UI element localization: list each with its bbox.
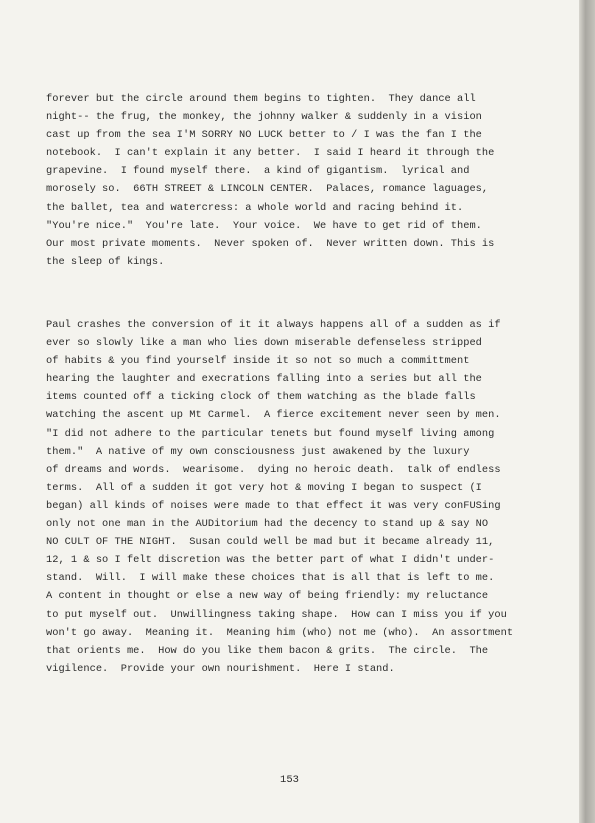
text-line: morosely so. 66TH STREET & LINCOLN CENTER. Palaces, romance laguages,	[46, 183, 489, 196]
paragraph-2	[46, 316, 516, 678]
text-line: "You're nice." You're late. Your voice. We have to get rid of them.	[46, 219, 482, 232]
text-line: night-- the frug, the monkey, the johnny walker & suddenly in a vision	[46, 111, 482, 124]
text-line: of habits & you find yourself inside it so not so much a committment	[46, 355, 470, 368]
text-line: notebook. I can't explain it any better. I said I heard it through the	[46, 147, 495, 160]
text-line: that orients me. How do you like them bacon & grits. The circle. The	[46, 644, 489, 657]
text-line: ever so slowly like a man who lies down miserable defenseless stripped	[46, 337, 482, 350]
text-line: vigilence. Provide your own nourishment. Here I stand.	[46, 662, 395, 675]
text-line: of dreams and words. wearisome. dying no heroic death. talk of endless	[46, 463, 501, 476]
text-line: Paul crashes the conversion of it it always happens all of a sudden as if	[46, 319, 501, 331]
text-line: the ballet, tea and watercress: a whole world and racing behind it.	[46, 201, 464, 214]
page-edge-shadow	[579, 0, 595, 823]
text-line: stand. Will. I will make these choices that is all that is left to me.	[46, 572, 495, 585]
text-line: A content in thought or else a new way of being friendly: my reluctance	[46, 590, 489, 603]
text-line: forever but the circle around them begins to tighten. They dance all	[46, 93, 476, 105]
text-line: items counted off a ticking clock of them watching as the blade falls	[46, 391, 476, 404]
text-line: to put myself out. Unwillingness taking shape. How can I miss you if you	[46, 608, 507, 621]
text-line: the sleep of kings.	[46, 255, 165, 268]
page-number: 153	[280, 774, 299, 786]
text-line: Our most private moments. Never spoken of. Never written down. This is	[46, 237, 495, 250]
text-line: them." A native of my own consciousness just awakened by the luxury	[46, 445, 470, 458]
text-line: "I did not adhere to the particular tenets but found myself living among	[46, 427, 495, 440]
text-line: terms. All of a sudden it got very hot & moving I began to suspect (I	[46, 481, 482, 494]
text-line: hearing the laughter and execrations falling into a series but all the	[46, 373, 482, 386]
text-line: grapevine. I found myself there. a kind of gigantism. lyrical and	[46, 165, 470, 178]
text-line: began) all kinds of noises were made to that effect it was very conFUSing	[46, 499, 501, 512]
text-line: watching the ascent up Mt Carmel. A fierce excitement never seen by men.	[46, 409, 501, 422]
text-line: 12, 1 & so I felt discretion was the better part of what I didn't under-	[46, 554, 495, 567]
text-line: only not one man in the AUDitorium had the decency to stand up & say NO	[46, 518, 489, 531]
paragraph-1	[46, 90, 516, 271]
text-line: won't go away. Meaning it. Meaning him (who) not me (who). An assortment	[46, 626, 514, 639]
text-line: NO CULT OF THE NIGHT. Susan could well be mad but it became already 11,	[46, 536, 495, 549]
text-line: cast up from the sea I'M SORRY NO LUCK better to / I was the fan I the	[46, 129, 482, 142]
